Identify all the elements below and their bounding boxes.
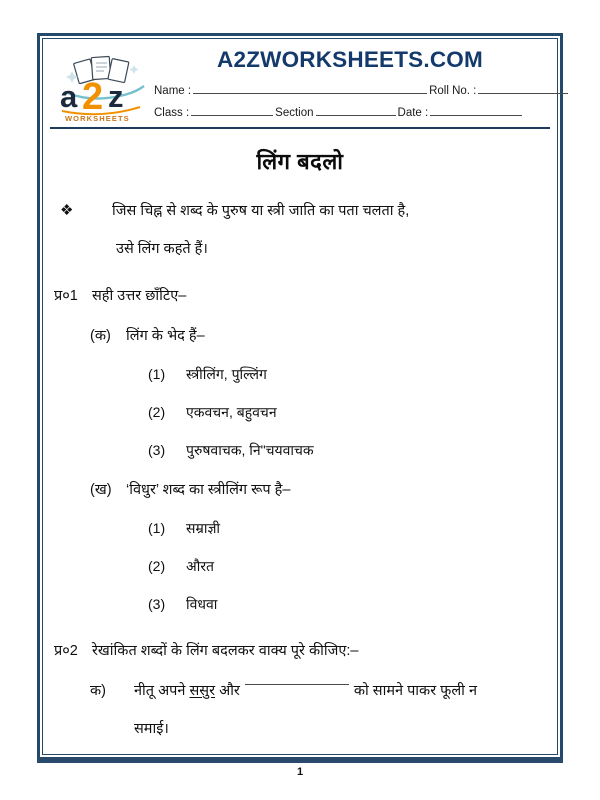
worksheet-title: लिंग बदलो	[256, 149, 344, 174]
svg-text:2: 2	[82, 76, 104, 118]
subquestion-ka-tag: (क)	[90, 328, 111, 344]
date-input[interactable]	[430, 104, 522, 116]
option-ka-1-text: स्त्रीलिंग, पुल्लिंग	[186, 366, 267, 382]
question-1	[54, 277, 546, 315]
option-kha-3[interactable]	[54, 585, 546, 623]
diamond-bullet-icon: ❖	[60, 202, 74, 219]
svg-text:z: z	[108, 79, 124, 114]
option-kha-1[interactable]	[54, 509, 546, 547]
fill-item-ka-underlined-word: ससुर	[189, 683, 216, 699]
worksheet-body	[46, 146, 554, 748]
definition-block-2	[54, 230, 546, 268]
fill-item-ka-after: और	[219, 683, 240, 699]
option-kha-3-num: (3)	[148, 596, 166, 612]
option-ka-2-text: एकवचन, बहुवचन	[186, 404, 277, 420]
subquestion-kha-tag: (ख)	[90, 482, 112, 498]
option-ka-3[interactable]	[54, 431, 546, 469]
definition-line-2: उसे लिंग कहते हैं।	[116, 241, 208, 257]
date-label: Date :	[397, 107, 429, 119]
definition-line-1: जिस चिह्न से शब्द के पुरुष या स्त्री जाति का पता चलता है,	[112, 203, 410, 219]
fill-item-ka-line2: समाई।	[134, 721, 169, 737]
question-2	[54, 632, 546, 670]
page-content	[46, 42, 554, 751]
fill-item-ka-answer-input[interactable]	[245, 684, 349, 698]
page-number: 1	[296, 766, 304, 778]
a2z-logo[interactable]	[56, 53, 152, 125]
subquestion-kha-text: ‘विधुर’ शब्द का स्त्रीलिंग रूप है–	[126, 482, 291, 498]
option-ka-1-num: (1)	[148, 366, 166, 382]
question-1-number: प्र०1	[54, 288, 78, 304]
subquestion-ka	[54, 317, 546, 355]
class-section-date-row	[154, 104, 524, 119]
section-input[interactable]	[316, 104, 396, 116]
fill-item-ka-tail: को सामने पाकर फूली न	[353, 683, 477, 699]
class-input[interactable]	[191, 104, 273, 116]
subquestion-kha	[54, 471, 546, 509]
svg-text:WORKSHEETS: WORKSHEETS	[65, 114, 130, 123]
option-ka-2[interactable]	[54, 393, 546, 431]
option-kha-1-text: सम्राज्ञी	[186, 520, 221, 536]
option-kha-2-text: औरत	[186, 558, 215, 574]
name-roll-row	[154, 82, 570, 97]
option-ka-3-text: पुरुषवाचक, नि"चयवाचक	[186, 442, 314, 458]
class-label: Class :	[154, 107, 190, 119]
roll-input[interactable]	[478, 82, 568, 94]
roll-label: Roll No. :	[429, 85, 477, 97]
option-ka-1[interactable]	[54, 355, 546, 393]
question-2-text: रेखांकित शब्दों के लिंग बदलकर वाक्य पूरे कीजिए:–	[92, 643, 359, 659]
section-label: Section	[275, 107, 314, 119]
a2z-logo-graphic	[56, 53, 152, 125]
option-kha-1-num: (1)	[148, 520, 166, 536]
option-kha-2-num: (2)	[148, 558, 166, 574]
name-input[interactable]	[193, 82, 427, 94]
option-kha-2[interactable]	[54, 547, 546, 585]
question-2-number: प्र०2	[54, 643, 78, 659]
brand-title: A2ZWORKSHEETS.COM	[217, 47, 483, 72]
worksheet-header	[50, 45, 550, 129]
option-kha-3-text: विधवा	[186, 596, 218, 612]
option-ka-2-num: (2)	[148, 404, 166, 420]
footer-bar	[37, 757, 563, 763]
option-ka-3-num: (3)	[148, 442, 166, 458]
fill-item-ka-tag: क)	[90, 683, 106, 699]
name-label: Name :	[154, 85, 192, 97]
subquestion-ka-text: लिंग के भेद हैं–	[126, 328, 205, 344]
definition-block	[54, 192, 546, 230]
fill-item-ka	[54, 672, 546, 748]
question-1-text: सही उत्तर छाँटिए–	[92, 288, 187, 304]
fill-item-ka-before: नीतू अपने	[134, 683, 186, 699]
svg-text:a: a	[60, 79, 78, 114]
